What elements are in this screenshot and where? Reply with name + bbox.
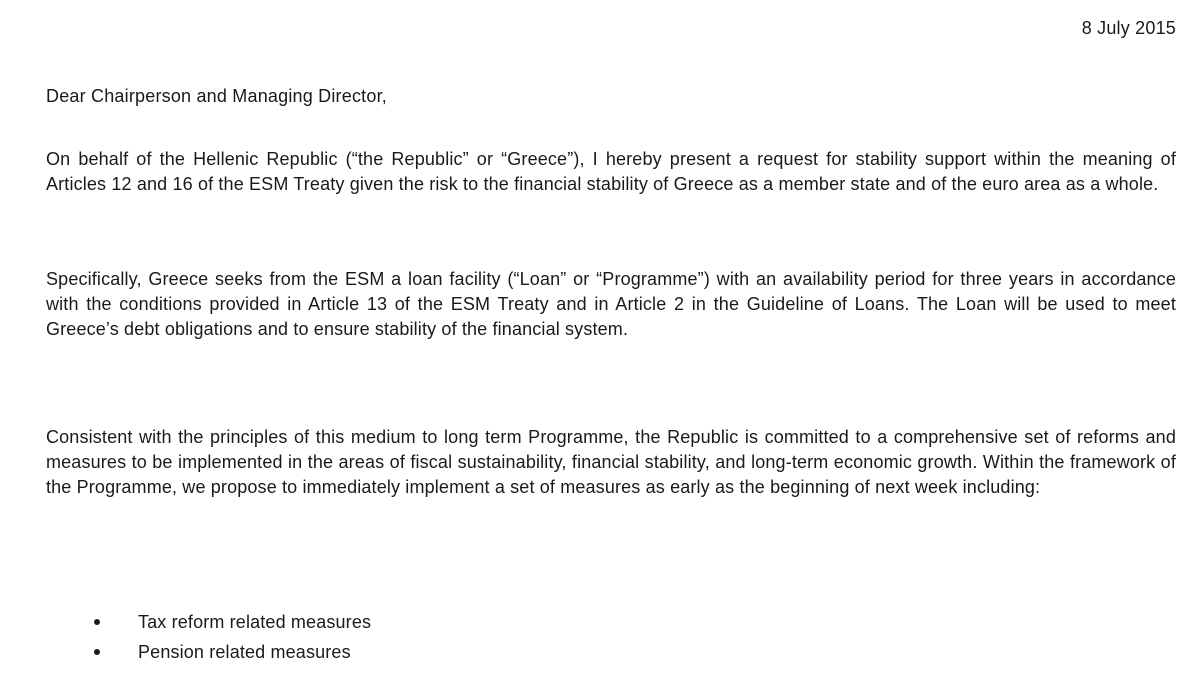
bullet-icon — [94, 619, 100, 625]
measures-list — [46, 607, 371, 667]
list-item-text: Tax reform related measures — [138, 612, 372, 632]
list-item-text: Pension related measures — [138, 642, 351, 662]
letter-page — [46, 0, 1176, 675]
paragraph-request: On behalf of the Hellenic Republic (“the Republic” or “Greece”), I hereby present a request for stability support within the meaning of Articles 12 and 16 of the ESM Treaty given the risk to the financial stability of Greece as a member state and of the euro area as a whole. — [46, 149, 1176, 194]
paragraph-reforms: Consistent with the principles of this medium to long term Programme, the Republic is committed to a comprehensive set of reforms and measures to be implemented in the areas of fiscal sustainability, financial stability, and long-term economic growth. Within the framework of the Programme, we propose to immediately implement a set of measures as early as the beginning of next week including: — [46, 427, 1176, 497]
letter-date: 8 July 2015 — [1081, 18, 1176, 38]
list-item — [46, 607, 371, 637]
paragraph-loan-facility: Specifically, Greece seeks from the ESM a loan facility (“Loan” or “Programme”) with an availability period for three years in accordance with the conditions provided in Article 13 of the ESM Treaty and in Article 2 in the Guideline of Loans. The Loan will be used to meet Greece’s debt obligations and to ensure stability of the financial system. — [46, 269, 1176, 339]
letter-salutation: Dear Chairperson and Managing Director, — [46, 86, 387, 106]
list-item — [46, 637, 371, 667]
bullet-icon — [94, 649, 100, 655]
